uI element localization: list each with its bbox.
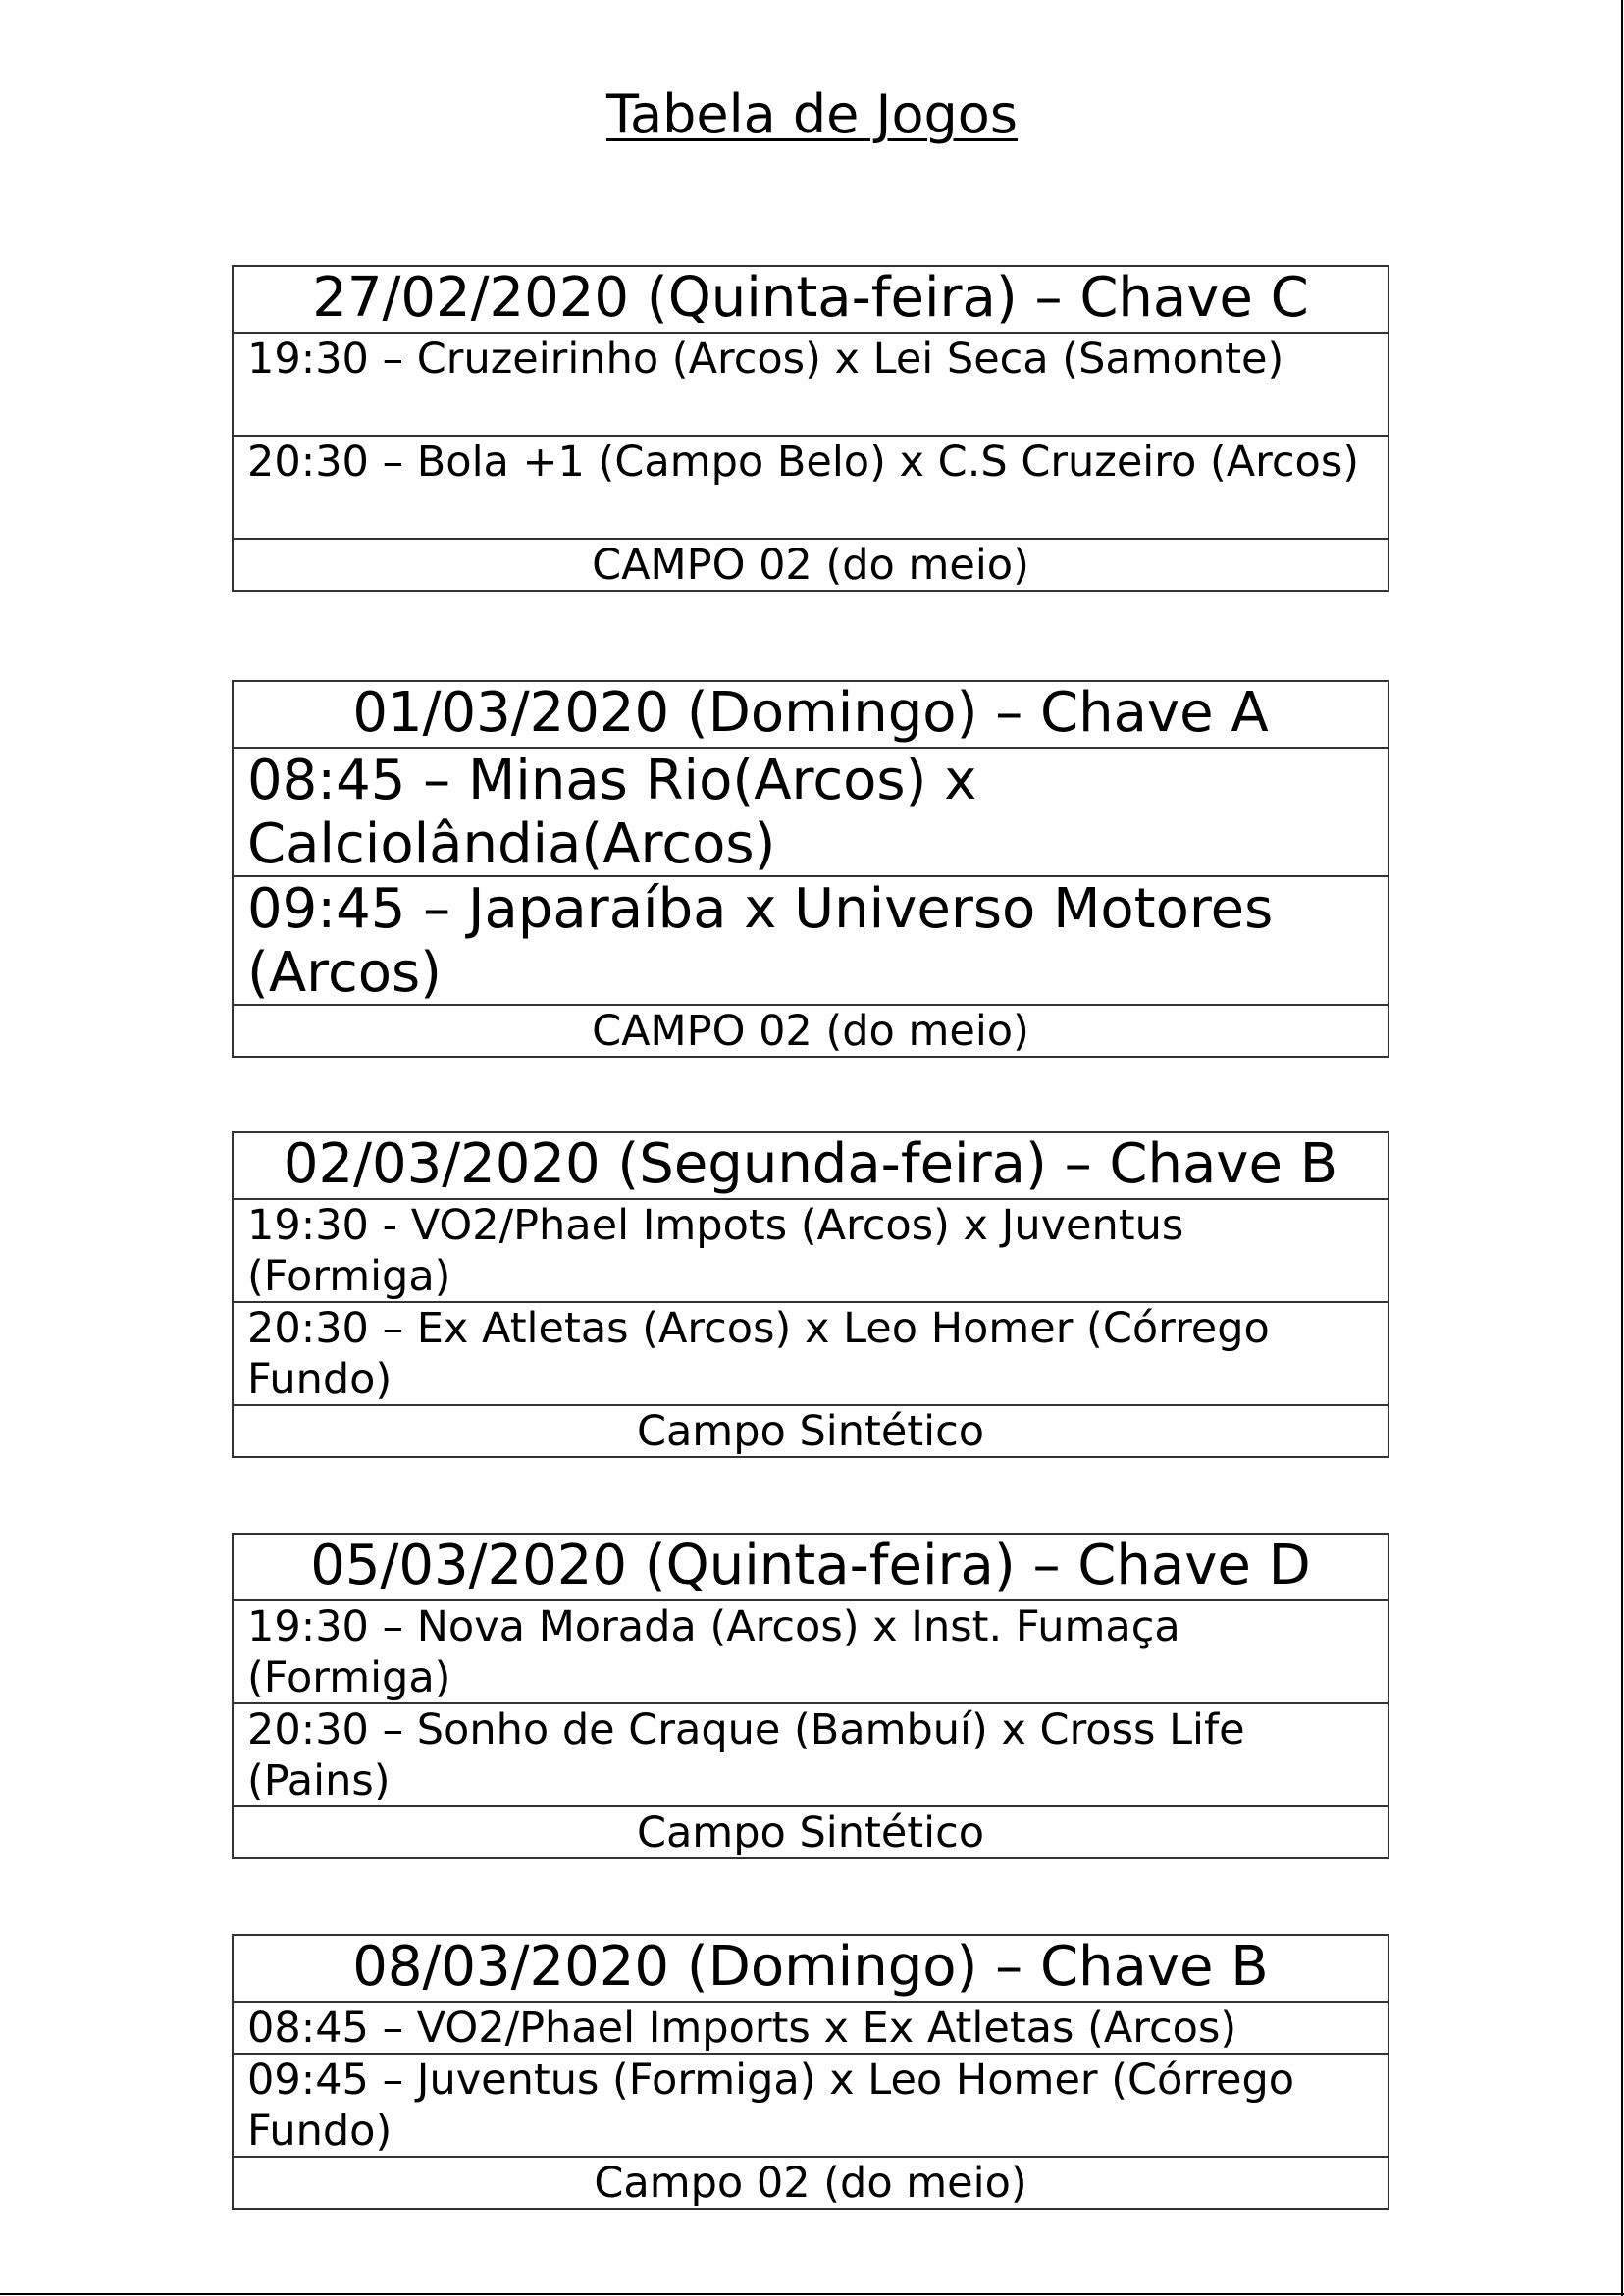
schedule-block-header: 01/03/2020 (Domingo) – Chave A [352,682,1269,745]
match-row: 08:45 – Minas Rio(Arcos) x Calciolândia(Arcos) [234,747,1388,875]
schedule-block-4 [232,1533,1389,1859]
match-row: 08:45 – VO2/Phael Imports x Ex Atletas (Arcos) [234,2001,1388,2053]
venue-row: Campo Sintético [234,1404,1388,1456]
match-row: 19:30 - VO2/Phael Impots (Arcos) x Juventus (Formiga) [234,1198,1388,1301]
schedule-block-header: 02/03/2020 (Segunda-feira) – Chave B [283,1133,1338,1196]
match-row: 19:30 – Nova Morada (Arcos) x Inst. Fumaça (Formiga) [234,1599,1388,1702]
schedule-block-header: 27/02/2020 (Quinta-feira) – Chave C [312,267,1309,330]
schedule-block-1 [232,265,1389,592]
match-row: 20:30 – Bola +1 (Campo Belo) x C.S Cruzeiro (Arcos) [234,435,1388,538]
schedule-block-5 [232,1934,1389,2210]
match-row: 20:30 – Sonho de Craque (Bambuí) x Cross Life (Pains) [234,1702,1388,1805]
venue-row: Campo Sintético [234,1805,1388,1857]
page-edge-bottom [0,2293,1624,2295]
match-row: 09:45 – Japaraíba x Universo Motores (Arcos) [234,875,1388,1004]
match-row: 19:30 – Cruzeirinho (Arcos) x Lei Seca (Samonte) [234,332,1388,435]
schedule-block-3 [232,1131,1389,1458]
page-edge-right [1621,0,1623,2296]
schedule-block-header: 08/03/2020 (Domingo) – Chave B [352,1936,1269,1999]
venue-row: Campo 02 (do meio) [234,2156,1388,2208]
venue-row: CAMPO 02 (do meio) [234,538,1388,590]
venue-row: CAMPO 02 (do meio) [234,1004,1388,1056]
schedule-block-2 [232,680,1389,1058]
page-title: Tabela de Jogos [606,83,1018,145]
match-row: 20:30 – Ex Atletas (Arcos) x Leo Homer (Córrego Fundo) [234,1301,1388,1404]
schedule-block-header: 05/03/2020 (Quinta-feira) – Chave D [310,1535,1311,1597]
match-row: 09:45 – Juventus (Formiga) x Leo Homer (Córrego Fundo) [234,2053,1388,2156]
